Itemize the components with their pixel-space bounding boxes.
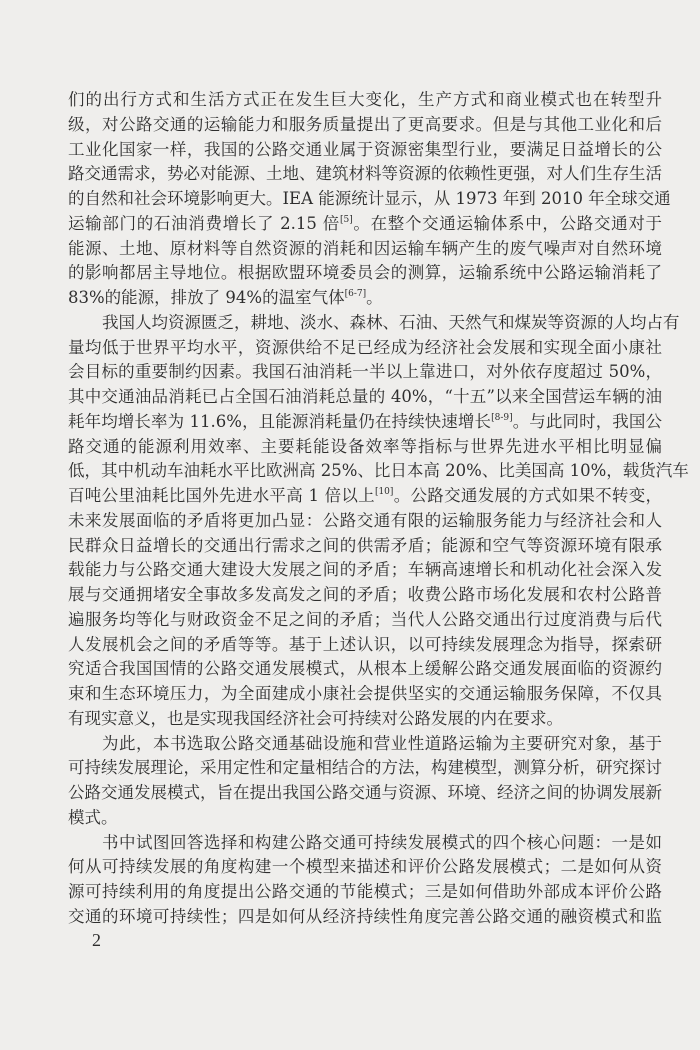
text-segment: 路交通需求，势必对能源、土地、建筑材料等资源的依赖性更强，对人们生存生活 <box>68 164 662 184</box>
text-segment: 源可持续利用的角度提出公路交通的节能模式；三是如何借助外部成本评价公路 <box>68 882 662 901</box>
page-number: 2 <box>92 930 101 950</box>
text-line <box>68 410 662 435</box>
text-line <box>68 88 662 113</box>
text-line <box>68 633 662 658</box>
text-segment: 未来发展面临的矛盾将更加凸显：公路交通有限的运输服务能力与经济社会和人 <box>68 510 662 530</box>
text-line <box>68 311 680 336</box>
text-segment: 。与此同时，我国公 <box>512 411 662 431</box>
text-segment: 展与交通拥堵安全事故多发高发之间的矛盾；收费公路市场化发展和农村公路普 <box>68 585 662 604</box>
text-segment: 模式。 <box>68 807 118 827</box>
text-line <box>68 831 662 856</box>
citation-superscript: [6-7] <box>344 289 367 299</box>
text-line <box>68 459 689 484</box>
text-line <box>68 385 662 410</box>
text-segment: 束和生态环境压力，为全面建成小康社会提供坚实的交通运输服务保障，不仅具 <box>68 684 662 703</box>
text-segment: 。公路交通发展的方式如果不转变， <box>393 486 663 505</box>
text-line <box>68 261 662 286</box>
text-segment: 人发展机会之间的矛盾等等。基于上述认识，以可持续发展理念为指导，探索研 <box>68 634 662 654</box>
text-segment: 书中试图回答选择和构建公路交通可持续发展模式的四个核心问题：一是如 <box>102 832 662 852</box>
text-line <box>68 781 662 806</box>
text-line <box>68 162 662 187</box>
text-segment: 能源、土地、原材料等自然资源的消耗和因运输车辆产生的废气噪声对自然环境 <box>68 238 662 258</box>
text-line <box>68 707 662 732</box>
text-line <box>68 113 662 138</box>
text-segment: 载能力与公路交通大建设大发展之间的矛盾；车辆高速增长和机动化社会深入发 <box>68 560 662 580</box>
text-segment: 运输部门的石油消费增长了 2.15 倍 <box>68 213 340 233</box>
text-line <box>68 732 662 757</box>
text-line <box>68 336 662 361</box>
text-line <box>68 880 662 905</box>
text-segment: 们的出行方式和生活方式正在发生巨大变化，生产方式和商业模式也在转型升 <box>68 90 662 109</box>
text-segment: 我国人均资源匮乏，耕地、淡水、森林、石油、天然气和煤炭等资源的人均占有 <box>102 312 680 332</box>
citation-superscript: [8-9] <box>491 412 513 423</box>
citation-superscript: [10] <box>374 487 394 497</box>
text-line <box>68 138 662 163</box>
text-segment: 低，其中机动车油耗水平比欧洲高 25%、比日本高 20%、比美国高 10%，载货汽车 <box>68 461 689 481</box>
text-segment: 百吨公里油耗比国外先进水平高 1 倍以上 <box>68 486 375 505</box>
text-line <box>68 509 662 534</box>
text-line <box>68 534 662 559</box>
text-line <box>68 657 662 682</box>
text-segment: 工业化国家一样，我国的公路交通业属于资源密集型行业，要满足日益增长的公 <box>68 139 662 159</box>
text-segment: 耗年均增长率为 11.6%，且能源消耗量仍在持续快速增长 <box>68 411 492 431</box>
text-segment: 可持续发展理论，采用定性和定量相结合的方法，构建模型，测算分析，研究探讨 <box>68 758 662 778</box>
text-segment: 的影响都居主导地位。根据欧盟环境委员会的测算，运输系统中公路运输消耗了 <box>68 263 662 283</box>
text-line <box>68 558 662 583</box>
text-line <box>68 286 662 311</box>
citation-superscript: [5] <box>339 214 353 225</box>
text-line <box>68 435 662 460</box>
text-line <box>68 682 662 707</box>
text-line <box>68 806 662 831</box>
text-segment: 交通的环境可持续性；四是如何从经济持续性角度完善公路交通的融资模式和监 <box>68 906 662 926</box>
text-line <box>68 484 662 509</box>
text-line <box>68 360 662 385</box>
text-segment: 量均低于世界平均水平，资源供给不足已经成为经济社会发展和实现全面小康社 <box>68 337 662 357</box>
text-segment: 其中交通油品消耗已占全国石油消耗总量的 40%，“十五”以来全国营运车辆的油 <box>68 387 662 406</box>
text-segment: 路交通的能源利用效率、主要耗能设备效率等指标与世界先进水平相比明显偏 <box>68 436 662 456</box>
text-line <box>68 855 662 880</box>
text-segment: 的自然和社会环境影响更大。IEA 能源统计显示，从 1973 年到 2010 年全球交通 <box>68 189 671 208</box>
text-segment: 会目标的重要制约因素。我国石油消耗一半以上靠进口，对外依存度超过 50%， <box>68 362 662 382</box>
text-segment: 何从可持续发展的角度构建一个模型来描述和评价公路发展模式；二是如何从资 <box>68 857 662 877</box>
text-line <box>68 905 662 930</box>
page-body <box>68 88 689 930</box>
text-segment: 级，对公路交通的运输能力和服务质量提出了更高要求。但是与其他工业化和后 <box>68 114 662 134</box>
text-segment: 。 <box>366 288 383 307</box>
text-line <box>68 212 662 237</box>
text-segment: 83%的能源，排放了 94%的温室气体 <box>68 288 345 307</box>
text-line <box>68 583 662 608</box>
text-line <box>68 608 662 633</box>
text-line <box>68 756 662 781</box>
text-segment: 为此，本书选取公路交通基础设施和营业性道路运输为主要研究对象，基于 <box>102 733 662 753</box>
text-segment: 公路交通发展模式，旨在提出我国公路交通与资源、环境、经济之间的协调发展新 <box>68 783 662 802</box>
text-segment: 遍服务均等化与财政资金不足之间的矛盾；当代人公路交通出行过度消费与后代 <box>68 609 662 629</box>
text-segment: 究适合我国国情的公路交通发展模式，从根本上缓解公路交通发展面临的资源约 <box>68 659 662 679</box>
text-segment: 有现实意义，也是实现我国经济社会可持续对公路发展的内在要求。 <box>68 708 563 728</box>
text-segment: 。在整个交通运输体系中，公路交通对于 <box>352 213 663 233</box>
text-line <box>68 187 671 212</box>
text-line <box>68 237 662 262</box>
text-segment: 民群众日益增长的交通出行需求之间的供需矛盾；能源和空气等资源环境有限承 <box>68 535 662 555</box>
